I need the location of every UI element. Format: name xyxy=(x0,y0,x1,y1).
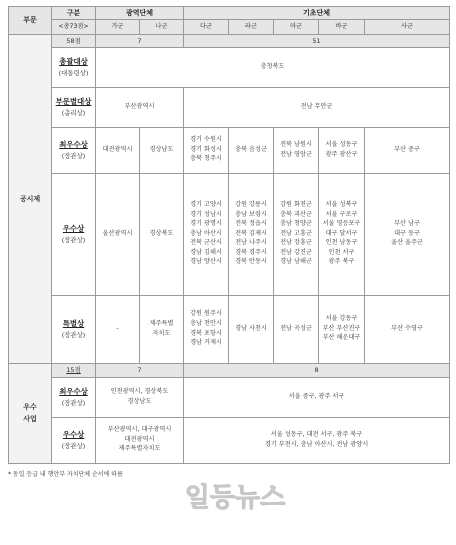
gongsi-count-gicho: 51 xyxy=(184,35,450,48)
cell-line: 부산 중구 xyxy=(394,146,420,154)
row-usu xyxy=(9,174,450,296)
usu-ra xyxy=(229,174,274,296)
cell-line: 대구 달서구 xyxy=(325,229,358,237)
teukbyeol-ba xyxy=(319,296,365,364)
watermark-text: 일등뉴스 xyxy=(184,483,286,513)
cell-line: 전남 나주시 xyxy=(235,239,267,247)
cell-line: 부산 남구 xyxy=(394,220,420,228)
cell-line: 전남 고흥군 xyxy=(280,229,312,237)
teukbyeol-da xyxy=(184,296,229,364)
cell-line: 경상남도 xyxy=(149,146,174,154)
header-gubun-sub: <총73점> xyxy=(52,20,96,35)
cell-line: 충남 아산시 xyxy=(190,229,222,237)
bumunbyeol-gwangyeok: 부산광역시 xyxy=(96,88,184,128)
cell-line: 울산광역시 xyxy=(102,230,133,238)
cell-line: 대구 동구 xyxy=(394,229,420,237)
cell-line: 전남 강진군 xyxy=(280,248,312,256)
cell-line: 서울 성동구 xyxy=(325,140,358,148)
teukbyeol-ma xyxy=(274,296,319,364)
choeusu-ra xyxy=(229,128,274,174)
cell-line: 부산광역시, 대구광역시 xyxy=(107,426,172,434)
cell-line: 서울 성북구 xyxy=(325,200,358,208)
chonghwal-winner: 충청북도 xyxy=(96,48,450,88)
news-watermark-logo xyxy=(150,477,320,517)
cell-line: 경남 남해군 xyxy=(280,258,312,266)
header-grade-na: 나군 xyxy=(140,20,184,35)
cell-line: 광주 광산구 xyxy=(325,150,358,158)
cell-line: 충남 청양군 xyxy=(280,220,312,228)
row-bumunbyeol xyxy=(9,88,450,128)
teukbyeol-sa xyxy=(365,296,450,364)
cell-line: 경기 부천시, 충남 아산시, 전남 광양시 xyxy=(264,440,369,448)
cell-line: 서울 구로구 xyxy=(325,210,358,218)
cell-line: 전북 정읍시 xyxy=(235,220,267,228)
usu-ba xyxy=(319,174,365,296)
cell-line: 부산 부산진구 xyxy=(322,324,361,332)
cell-line: 인천 남동구 xyxy=(325,239,358,247)
saeop-count-total: 15점 xyxy=(52,364,96,378)
cell-line: - xyxy=(116,325,119,333)
cell-line: 경북 경주시 xyxy=(235,248,267,256)
prize-chonghwal: 총괄대상 (대통령상) xyxy=(52,48,96,88)
row-saeop-usu xyxy=(9,418,450,464)
gongsi-count-gwangyeok: 7 xyxy=(96,35,184,48)
saeop-count-gwangyeok: 7 xyxy=(96,364,184,378)
cell-line: 자치도 xyxy=(152,329,171,337)
cell-line: 충북 괴산군 xyxy=(280,210,312,218)
cell-line: 인천 서구 xyxy=(328,248,355,256)
cell-line: 경남 사천시 xyxy=(235,325,267,333)
cell-line: 경기 광명시 xyxy=(190,220,222,228)
cell-line: 대전광역시 xyxy=(102,146,133,154)
prize-choeusu: 최우수상 (장관상) xyxy=(52,128,96,174)
header-row-2 xyxy=(9,20,450,35)
gongsi-count-row xyxy=(9,35,450,48)
cell-line: 서울 중구, 광주 서구 xyxy=(288,393,345,401)
saeop-usu-gicho xyxy=(184,418,450,464)
bumunbyeol-gicho: 전남 무안군 xyxy=(184,88,450,128)
cell-line: 강원 화천군 xyxy=(280,200,312,208)
cell-line: 울산 울주군 xyxy=(391,239,423,247)
choeusu-ma xyxy=(274,128,319,174)
row-saeop-choeusu xyxy=(9,378,450,418)
cell-line: 서울 성동구, 대전 서구, 광주 북구 xyxy=(270,430,363,438)
usu-sa xyxy=(365,174,450,296)
header-grade-ra: 라군 xyxy=(229,20,274,35)
cell-line: 전북 남원시 xyxy=(280,140,312,148)
saeop-usu-gwangyeok xyxy=(96,418,184,464)
choeusu-sa xyxy=(365,128,450,174)
cell-line: 전남 곡성군 xyxy=(280,325,312,333)
usu-ma xyxy=(274,174,319,296)
cell-line: 광주 북구 xyxy=(328,258,355,266)
teukbyeol-na xyxy=(140,296,184,364)
teukbyeol-ra xyxy=(229,296,274,364)
prize-saeop-choeusu: 최우수상 (장관상) xyxy=(52,378,96,418)
choeusu-na xyxy=(140,128,184,174)
header-gubun: 구분 xyxy=(52,7,96,20)
cell-line: 충남 천안시 xyxy=(190,319,222,327)
cell-line: 제주특별 xyxy=(149,319,174,327)
prize-teukbyeol: 특별상 (장관상) xyxy=(52,296,96,364)
cell-line: 부산 수영구 xyxy=(391,325,423,333)
row-teukbyeol xyxy=(9,296,450,364)
cell-line: 대전광역시 xyxy=(124,435,155,443)
choeusu-ga xyxy=(96,128,140,174)
prize-bumunbyeol: 부문별대상 (총리상) xyxy=(52,88,96,128)
cell-line: 경기 고양시 xyxy=(190,200,222,208)
cell-line: 전남 영암군 xyxy=(280,150,312,158)
header-row-1 xyxy=(9,7,450,20)
prize-saeop-usu: 우수상 (장관상) xyxy=(52,418,96,464)
cell-line: 경기 수원시 xyxy=(190,136,222,144)
saeop-count-gicho: 8 xyxy=(184,364,450,378)
teukbyeol-ga xyxy=(96,296,140,364)
cell-line: 충북 청주시 xyxy=(190,155,222,163)
saeop-choeusu-gwangyeok xyxy=(96,378,184,418)
usu-da xyxy=(184,174,229,296)
cell-line: 경상북도 xyxy=(149,230,174,238)
choeusu-da xyxy=(184,128,229,174)
choeusu-ba xyxy=(319,128,365,174)
cell-line: 경북 포항시 xyxy=(190,329,222,337)
header-grade-ga: 가군 xyxy=(96,20,140,35)
category-gongsi: 공시제 xyxy=(9,35,52,364)
cell-line: 부산 해운대구 xyxy=(322,334,361,342)
cell-line: 경남 김해시 xyxy=(190,248,222,256)
cell-line: 강원 원주시 xyxy=(190,310,222,318)
cell-line: 전남 장흥군 xyxy=(280,239,312,247)
cell-line: 전북 군산시 xyxy=(190,239,222,247)
category-usu-saeop: 우수 사업 xyxy=(9,364,52,464)
cell-line: 경남 양산시 xyxy=(190,258,222,266)
cell-line: 인천광역시, 경상북도 xyxy=(110,387,169,395)
header-grade-ma: 마군 xyxy=(274,20,319,35)
cell-line: 제주특별자치도 xyxy=(118,445,161,453)
saeop-count-row xyxy=(9,364,450,378)
award-results-table xyxy=(8,6,450,464)
cell-line: 강원 강릉시 xyxy=(235,200,267,208)
footnote: * 동일 등급 내 행안부 자치단체 순서에 따름 xyxy=(8,471,123,478)
award-table-container xyxy=(8,6,449,478)
header-bumun: 부문 xyxy=(9,7,52,35)
cell-line: 경북 안동시 xyxy=(235,258,267,266)
cell-line: 충남 보령시 xyxy=(235,210,267,218)
cell-line: 충북 음성군 xyxy=(235,146,267,154)
row-choeusu xyxy=(9,128,450,174)
header-grade-da: 다군 xyxy=(184,20,229,35)
prize-usu: 우수상 (장관상) xyxy=(52,174,96,296)
cell-line: 전북 김제시 xyxy=(235,229,267,237)
gongsi-count-total: 58점 xyxy=(52,35,96,48)
header-grade-ba: 바군 xyxy=(319,20,365,35)
cell-line: 서울 강동구 xyxy=(325,315,358,323)
row-chonghwal xyxy=(9,48,450,88)
cell-line: 서울 영등포구 xyxy=(322,220,361,228)
usu-na xyxy=(140,174,184,296)
cell-line: 경기 성남시 xyxy=(190,210,222,218)
cell-line: 경남 거제시 xyxy=(190,339,222,347)
cell-line: 경기 화성시 xyxy=(190,145,222,153)
header-gwangyeok: 광역단체 xyxy=(96,7,184,20)
header-grade-sa: 사군 xyxy=(365,20,450,35)
cell-line: 경상남도 xyxy=(127,397,152,405)
usu-ga xyxy=(96,174,140,296)
header-gicho: 기초단체 xyxy=(184,7,450,20)
saeop-choeusu-gicho xyxy=(184,378,450,418)
